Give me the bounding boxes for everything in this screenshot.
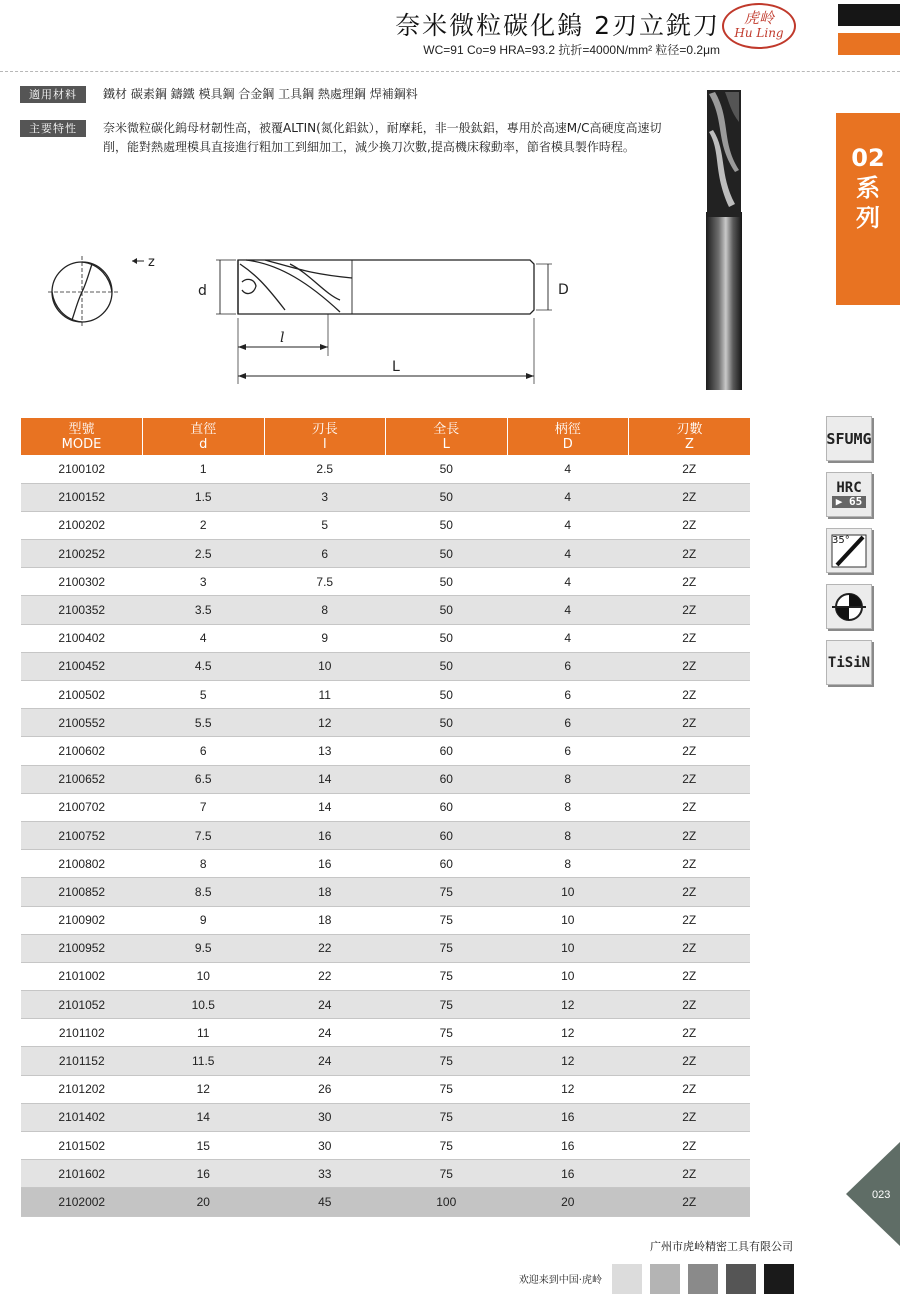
- header-divider: [0, 71, 900, 72]
- brand-logo: [722, 3, 796, 49]
- cell-diameter: 2: [143, 511, 265, 539]
- cell-diameter: 8: [143, 850, 265, 878]
- cell-model: 2101502: [21, 1132, 143, 1160]
- cell-shank-diameter: 4: [507, 596, 629, 624]
- features-text: 奈米微粒碳化鎢母材韌性高，被覆ALTIN(氮化鋁鈦），耐摩耗，非一般鈦鋁，專用於高速M/C高硬度高速切削，能對熱處理模具直接進行粗加工到細加工，減少換刀次數,提高機床稼動率，節省模具製作時程。: [103, 121, 662, 154]
- header-diameter: 直徑 d: [143, 418, 265, 455]
- cell-flutes: 2Z: [629, 511, 751, 539]
- cell-shank-diameter: 16: [507, 1132, 629, 1160]
- cell-diameter: 5.5: [143, 709, 265, 737]
- cell-flutes: 2Z: [629, 991, 751, 1019]
- sfumg-icon: [826, 416, 872, 461]
- series-tab: [836, 113, 900, 305]
- cell-shank-diameter: 8: [507, 821, 629, 849]
- side-view-drawing: [238, 260, 534, 314]
- cell-flutes: 2Z: [629, 540, 751, 568]
- cell-model: 2100502: [21, 681, 143, 709]
- table-row: [21, 624, 750, 652]
- diagram-z-label: z: [148, 255, 155, 270]
- cell-shank-diameter: 4: [507, 483, 629, 511]
- cell-flutes: 2Z: [629, 1132, 751, 1160]
- cell-overall-length: 75: [386, 906, 508, 934]
- cell-shank-diameter: 16: [507, 1103, 629, 1131]
- cell-flute-length: 16: [264, 821, 386, 849]
- materials-tag: 適用材料: [20, 86, 86, 103]
- end-mill-diagram: [40, 234, 569, 394]
- cell-overall-length: 50: [386, 596, 508, 624]
- hrc-label: HRC: [836, 480, 862, 496]
- cell-diameter: 6.5: [143, 765, 265, 793]
- table-row: [21, 1188, 750, 1216]
- table-row: [21, 934, 750, 962]
- flute-profile-icon: [826, 584, 872, 629]
- cell-flutes: 2Z: [629, 737, 751, 765]
- cell-flute-length: 22: [264, 962, 386, 990]
- cell-flute-length: 9: [264, 624, 386, 652]
- cell-model: 2101602: [21, 1160, 143, 1188]
- company-name: 广州市虎岭精密工具有限公司: [650, 1240, 793, 1253]
- cell-diameter: 7: [143, 793, 265, 821]
- color-swatch: [688, 1264, 718, 1294]
- cell-overall-length: 50: [386, 709, 508, 737]
- cell-flutes: 2Z: [629, 624, 751, 652]
- cell-overall-length: 50: [386, 483, 508, 511]
- table-row: [21, 568, 750, 596]
- cell-flute-length: 33: [264, 1160, 386, 1188]
- cell-shank-diameter: 10: [507, 934, 629, 962]
- series-number: 02: [851, 144, 885, 172]
- cell-flute-length: 10: [264, 652, 386, 680]
- cell-flutes: 2Z: [629, 455, 751, 483]
- cell-model: 2100952: [21, 934, 143, 962]
- cell-diameter: 11: [143, 1019, 265, 1047]
- cell-model: 2100402: [21, 624, 143, 652]
- cell-shank-diameter: 12: [507, 1019, 629, 1047]
- table-body: [21, 455, 750, 1216]
- cell-diameter: 4: [143, 624, 265, 652]
- cell-flutes: 2Z: [629, 765, 751, 793]
- cell-diameter: 16: [143, 1160, 265, 1188]
- cell-model: 2100202: [21, 511, 143, 539]
- welcome-text: 欢迎来到中国·虎岭: [518, 1275, 602, 1286]
- cell-flutes: 2Z: [629, 821, 751, 849]
- cell-shank-diameter: 10: [507, 962, 629, 990]
- cell-model: 2101052: [21, 991, 143, 1019]
- cell-flute-length: 13: [264, 737, 386, 765]
- cell-overall-length: 75: [386, 934, 508, 962]
- cell-model: 2100802: [21, 850, 143, 878]
- cell-shank-diameter: 10: [507, 878, 629, 906]
- table-row: [21, 737, 750, 765]
- table-row: [21, 511, 750, 539]
- cell-overall-length: 75: [386, 1103, 508, 1131]
- cell-model: 2100352: [21, 596, 143, 624]
- cell-model: 2101152: [21, 1047, 143, 1075]
- table-row: [21, 540, 750, 568]
- diagram-l-label: l: [280, 330, 285, 346]
- helix-angle-label: 35°: [832, 535, 850, 546]
- cell-flute-length: 3: [264, 483, 386, 511]
- flute-profile-graphic: [830, 588, 868, 626]
- end-view-drawing: [48, 256, 118, 328]
- cell-model: 2100702: [21, 793, 143, 821]
- cell-flute-length: 11: [264, 681, 386, 709]
- table-row: [21, 1103, 750, 1131]
- logo-text-en: Hu Ling: [734, 26, 784, 40]
- cell-shank-diameter: 4: [507, 540, 629, 568]
- cell-overall-length: 100: [386, 1188, 508, 1216]
- table-row: [21, 709, 750, 737]
- cell-flutes: 2Z: [629, 1160, 751, 1188]
- cell-flute-length: 26: [264, 1075, 386, 1103]
- features-tag: 主要特性: [20, 120, 86, 137]
- hrc-icon: [826, 472, 872, 517]
- table-row: [21, 681, 750, 709]
- cell-diameter: 1: [143, 455, 265, 483]
- cell-flutes: 2Z: [629, 681, 751, 709]
- cell-model: 2101002: [21, 962, 143, 990]
- cell-shank-diameter: 16: [507, 1160, 629, 1188]
- cell-flute-length: 5: [264, 511, 386, 539]
- diagram-D-label: D: [558, 282, 569, 298]
- page-corner-marker: [846, 1142, 900, 1246]
- cell-model: 2100902: [21, 906, 143, 934]
- cell-flute-length: 45: [264, 1188, 386, 1216]
- diagram-L-label: L: [392, 359, 400, 375]
- cell-flutes: 2Z: [629, 878, 751, 906]
- cell-flute-length: 14: [264, 793, 386, 821]
- cell-overall-length: 50: [386, 681, 508, 709]
- end-mill-photo: [695, 82, 750, 392]
- table-row: [21, 1132, 750, 1160]
- table-row: [21, 1047, 750, 1075]
- color-swatch: [726, 1264, 756, 1294]
- cell-overall-length: 60: [386, 793, 508, 821]
- cell-shank-diameter: 6: [507, 652, 629, 680]
- cell-flutes: 2Z: [629, 934, 751, 962]
- header-flute-length: 刃長 l: [264, 418, 386, 455]
- cell-flute-length: 6: [264, 540, 386, 568]
- cell-diameter: 10.5: [143, 991, 265, 1019]
- helix-angle-icon: [826, 528, 872, 573]
- table-row: [21, 962, 750, 990]
- cell-overall-length: 60: [386, 737, 508, 765]
- header-black-bar: [838, 4, 900, 26]
- cell-overall-length: 50: [386, 652, 508, 680]
- header-model: 型號 MODE: [21, 418, 143, 455]
- cell-shank-diameter: 6: [507, 681, 629, 709]
- spec-table: [21, 418, 750, 1217]
- cell-diameter: 6: [143, 737, 265, 765]
- table-row: [21, 906, 750, 934]
- cell-flute-length: 24: [264, 1019, 386, 1047]
- cell-flutes: 2Z: [629, 850, 751, 878]
- cell-flute-length: 8: [264, 596, 386, 624]
- materials-text: 鐵材 碳素鋼 鑄鐵 模具鋼 合金鋼 工具鋼 熱處理鋼 焊補鋼料: [103, 87, 418, 101]
- cell-shank-diameter: 4: [507, 455, 629, 483]
- cell-model: 2100852: [21, 878, 143, 906]
- cell-flutes: 2Z: [629, 709, 751, 737]
- cell-model: 2100552: [21, 709, 143, 737]
- cell-diameter: 20: [143, 1188, 265, 1216]
- series-char-2: 列: [856, 204, 880, 232]
- cell-flute-length: 18: [264, 906, 386, 934]
- table-row: [21, 821, 750, 849]
- color-swatch: [612, 1264, 642, 1294]
- cell-overall-length: 50: [386, 568, 508, 596]
- table-row: [21, 878, 750, 906]
- cell-model: 2102002: [21, 1188, 143, 1216]
- cell-flutes: 2Z: [629, 1075, 751, 1103]
- cell-overall-length: 75: [386, 1019, 508, 1047]
- diagram-d-label: d: [198, 283, 207, 299]
- cell-overall-length: 75: [386, 1075, 508, 1103]
- table-row: [21, 652, 750, 680]
- cell-overall-length: 75: [386, 962, 508, 990]
- cell-flutes: 2Z: [629, 483, 751, 511]
- cell-diameter: 5: [143, 681, 265, 709]
- table-row: [21, 455, 750, 483]
- cell-model: 2101202: [21, 1075, 143, 1103]
- cell-flute-length: 18: [264, 878, 386, 906]
- cell-flute-length: 30: [264, 1132, 386, 1160]
- cell-flute-length: 2.5: [264, 455, 386, 483]
- table-row: [21, 991, 750, 1019]
- cell-flute-length: 12: [264, 709, 386, 737]
- page-title: 奈米微粒碳化鎢 2刃立銑刀: [395, 11, 720, 40]
- cell-shank-diameter: 10: [507, 906, 629, 934]
- cell-flutes: 2Z: [629, 568, 751, 596]
- cell-shank-diameter: 8: [507, 793, 629, 821]
- cell-diameter: 8.5: [143, 878, 265, 906]
- cell-diameter: 7.5: [143, 821, 265, 849]
- cell-shank-diameter: 12: [507, 991, 629, 1019]
- cell-flute-length: 24: [264, 1047, 386, 1075]
- cell-shank-diameter: 6: [507, 709, 629, 737]
- table-header-row: [21, 418, 750, 455]
- cell-overall-length: 75: [386, 878, 508, 906]
- cell-overall-length: 50: [386, 540, 508, 568]
- cell-model: 2100452: [21, 652, 143, 680]
- material-spec: WC=91 Co=9 HRA=93.2 抗折=4000N/mm² 粒径=0.2μm: [423, 43, 720, 57]
- table-row: [21, 850, 750, 878]
- cell-overall-length: 60: [386, 821, 508, 849]
- cell-diameter: 10: [143, 962, 265, 990]
- cell-diameter: 2.5: [143, 540, 265, 568]
- cell-overall-length: 60: [386, 765, 508, 793]
- table-row: [21, 1019, 750, 1047]
- tisin-icon: [826, 640, 872, 685]
- cell-diameter: 3.5: [143, 596, 265, 624]
- header-overall-length: 全長 L: [386, 418, 508, 455]
- cell-model: 2100102: [21, 455, 143, 483]
- cell-overall-length: 75: [386, 1132, 508, 1160]
- cell-model: 2101102: [21, 1019, 143, 1047]
- cell-diameter: 12: [143, 1075, 265, 1103]
- cell-diameter: 4.5: [143, 652, 265, 680]
- cell-shank-diameter: 8: [507, 765, 629, 793]
- cell-shank-diameter: 12: [507, 1075, 629, 1103]
- cell-model: 2101402: [21, 1103, 143, 1131]
- cell-model: 2100302: [21, 568, 143, 596]
- cell-shank-diameter: 4: [507, 511, 629, 539]
- header-shank-diameter: 柄徑 D: [507, 418, 629, 455]
- cell-model: 2100152: [21, 483, 143, 511]
- cell-shank-diameter: 4: [507, 624, 629, 652]
- table-row: [21, 483, 750, 511]
- cell-flutes: 2Z: [629, 1103, 751, 1131]
- table-row: [21, 596, 750, 624]
- cell-shank-diameter: 4: [507, 568, 629, 596]
- cell-diameter: 9: [143, 906, 265, 934]
- cell-model: 2100602: [21, 737, 143, 765]
- table-row: [21, 1160, 750, 1188]
- cell-overall-length: 50: [386, 455, 508, 483]
- header-orange-bar: [838, 33, 900, 55]
- cell-shank-diameter: 8: [507, 850, 629, 878]
- cell-diameter: 11.5: [143, 1047, 265, 1075]
- tisin-label: TiSiN: [827, 654, 871, 671]
- cell-model: 2100752: [21, 821, 143, 849]
- cell-flute-length: 7.5: [264, 568, 386, 596]
- cell-flute-length: 24: [264, 991, 386, 1019]
- cell-overall-length: 75: [386, 1047, 508, 1075]
- series-char-1: 系: [856, 174, 880, 202]
- cell-model: 2100252: [21, 540, 143, 568]
- table-row: [21, 793, 750, 821]
- cell-flutes: 2Z: [629, 793, 751, 821]
- cell-overall-length: 60: [386, 850, 508, 878]
- cell-flute-length: 14: [264, 765, 386, 793]
- cell-flutes: 2Z: [629, 906, 751, 934]
- cell-flutes: 2Z: [629, 962, 751, 990]
- cell-model: 2100652: [21, 765, 143, 793]
- table-row: [21, 1075, 750, 1103]
- cell-diameter: 3: [143, 568, 265, 596]
- sfumg-label: SFUMG: [826, 429, 872, 448]
- cell-diameter: 1.5: [143, 483, 265, 511]
- cell-flute-length: 22: [264, 934, 386, 962]
- cell-flutes: 2Z: [629, 1188, 751, 1216]
- cell-diameter: 9.5: [143, 934, 265, 962]
- cell-shank-diameter: 6: [507, 737, 629, 765]
- cell-flutes: 2Z: [629, 1047, 751, 1075]
- cell-flutes: 2Z: [629, 596, 751, 624]
- header-flutes: 刃數 Z: [629, 418, 751, 455]
- cell-overall-length: 75: [386, 1160, 508, 1188]
- hrc-value: ▶ 65: [832, 496, 867, 508]
- color-swatch: [650, 1264, 680, 1294]
- cell-shank-diameter: 20: [507, 1188, 629, 1216]
- cell-diameter: 15: [143, 1132, 265, 1160]
- cell-overall-length: 50: [386, 624, 508, 652]
- cell-shank-diameter: 12: [507, 1047, 629, 1075]
- table-row: [21, 765, 750, 793]
- page-number: 023: [872, 1189, 891, 1201]
- color-swatch: [764, 1264, 794, 1294]
- cell-diameter: 14: [143, 1103, 265, 1131]
- cell-flutes: 2Z: [629, 1019, 751, 1047]
- cell-overall-length: 75: [386, 991, 508, 1019]
- logo-text-cn: 虎岭: [743, 9, 774, 27]
- cell-overall-length: 50: [386, 511, 508, 539]
- cell-flute-length: 16: [264, 850, 386, 878]
- cell-flutes: 2Z: [629, 652, 751, 680]
- cell-flute-length: 30: [264, 1103, 386, 1131]
